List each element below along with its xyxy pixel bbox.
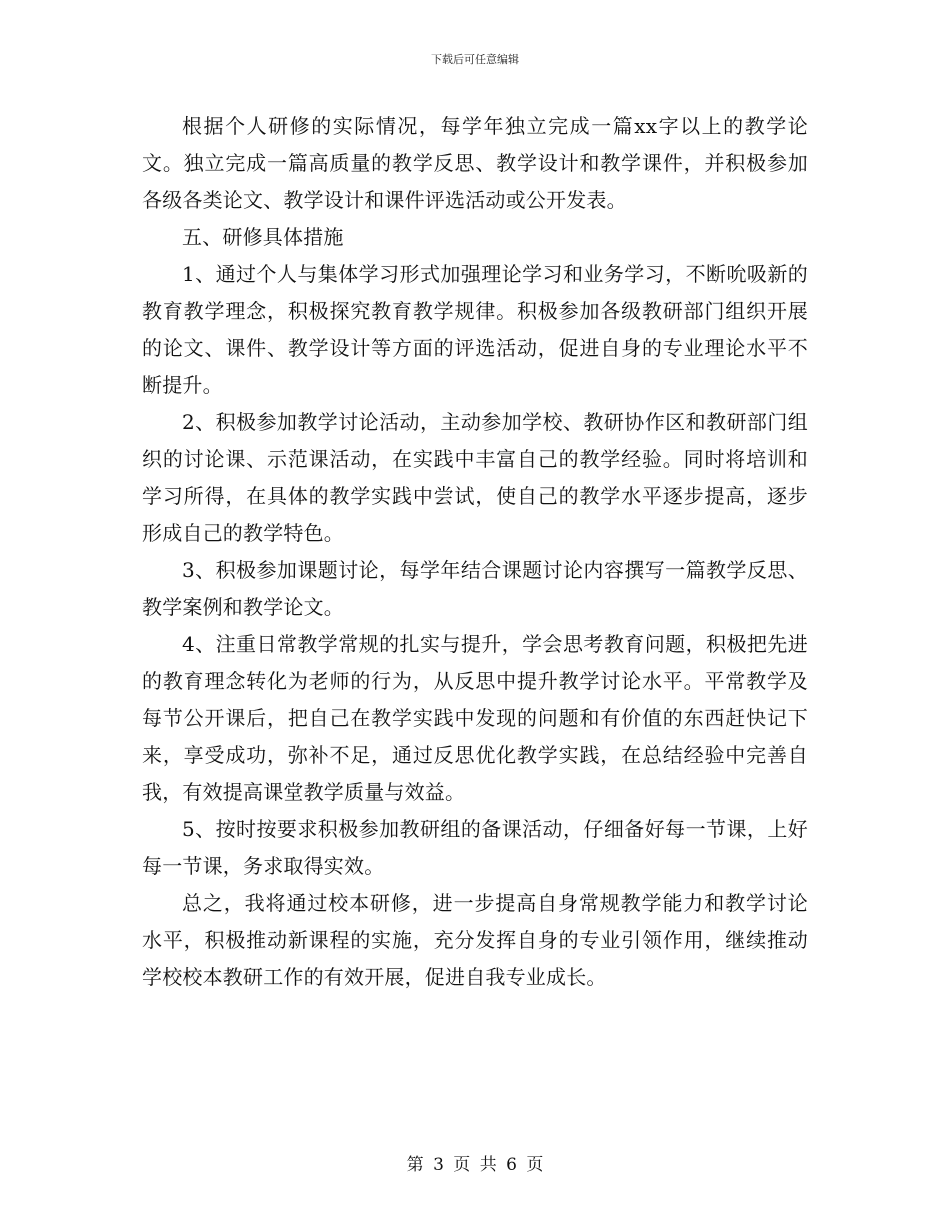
paragraph-measure-1: 1、通过个人与集体学习形式加强理论学习和业务学习，不断吮吸新的教育教学理念，积极探究教育教学规律。积极参加各级教研部门组织开展的论文、课件、教学设计等方面的评选活动，促进自身的专业理论水平不断提升。 bbox=[142, 262, 808, 397]
paragraph-measure-5: 5、按时按要求积极参加教研组的备课活动，仔细备好每一节课，上好每一节课，务求取得实效。 bbox=[142, 817, 808, 878]
page-number-footer: 第 3 页 共 6 页 bbox=[406, 1155, 544, 1175]
paragraph-measure-2: 2、积极参加教学讨论活动，主动参加学校、教研协作区和教研部门组织的讨论课、示范课活动，在实践中丰富自己的教学经验。同时将培训和学习所得，在具体的教学实践中尝试，使自己的教学水平逐步提高，逐步形成自己的教学特色。 bbox=[142, 410, 808, 545]
section-heading-measures: 五、研修具体措施 bbox=[182, 225, 344, 249]
document-body bbox=[142, 108, 808, 996]
paragraph-paper-requirements: 根据个人研修的实际情况，每学年独立完成一篇xx字以上的教学论文。独立完成一篇高质量的教学反思、教学设计和教学课件，并积极参加各级各类论文、教学设计和课件评选活动或公开发表。 bbox=[142, 114, 808, 212]
paragraph-conclusion: 总之，我将通过校本研修，进一步提高自身常规教学能力和教学讨论水平，积极推动新课程的实施，充分发挥自身的专业引领作用，继续推动学校校本教研工作的有效开展，促进自我专业成长。 bbox=[142, 891, 808, 989]
paragraph-measure-4: 4、注重日常教学常规的扎实与提升，学会思考教育问题，积极把先进的教育理念转化为老师的行为，从反思中提升教学讨论水平。平常教学及每节公开课后，把自己在教学实践中发现的问题和有价值的东西赶快记下来，享受成功，弥补不足，通过反思优化教学实践，在总结经验中完善自我，有效提高课堂教学质量与效益。 bbox=[142, 632, 808, 804]
paragraph-measure-3: 3、积极参加课题讨论，每学年结合课题讨论内容撰写一篇教学反思、教学案例和教学论文。 bbox=[142, 558, 808, 619]
page-header: 下载后可任意编辑 bbox=[431, 53, 519, 66]
